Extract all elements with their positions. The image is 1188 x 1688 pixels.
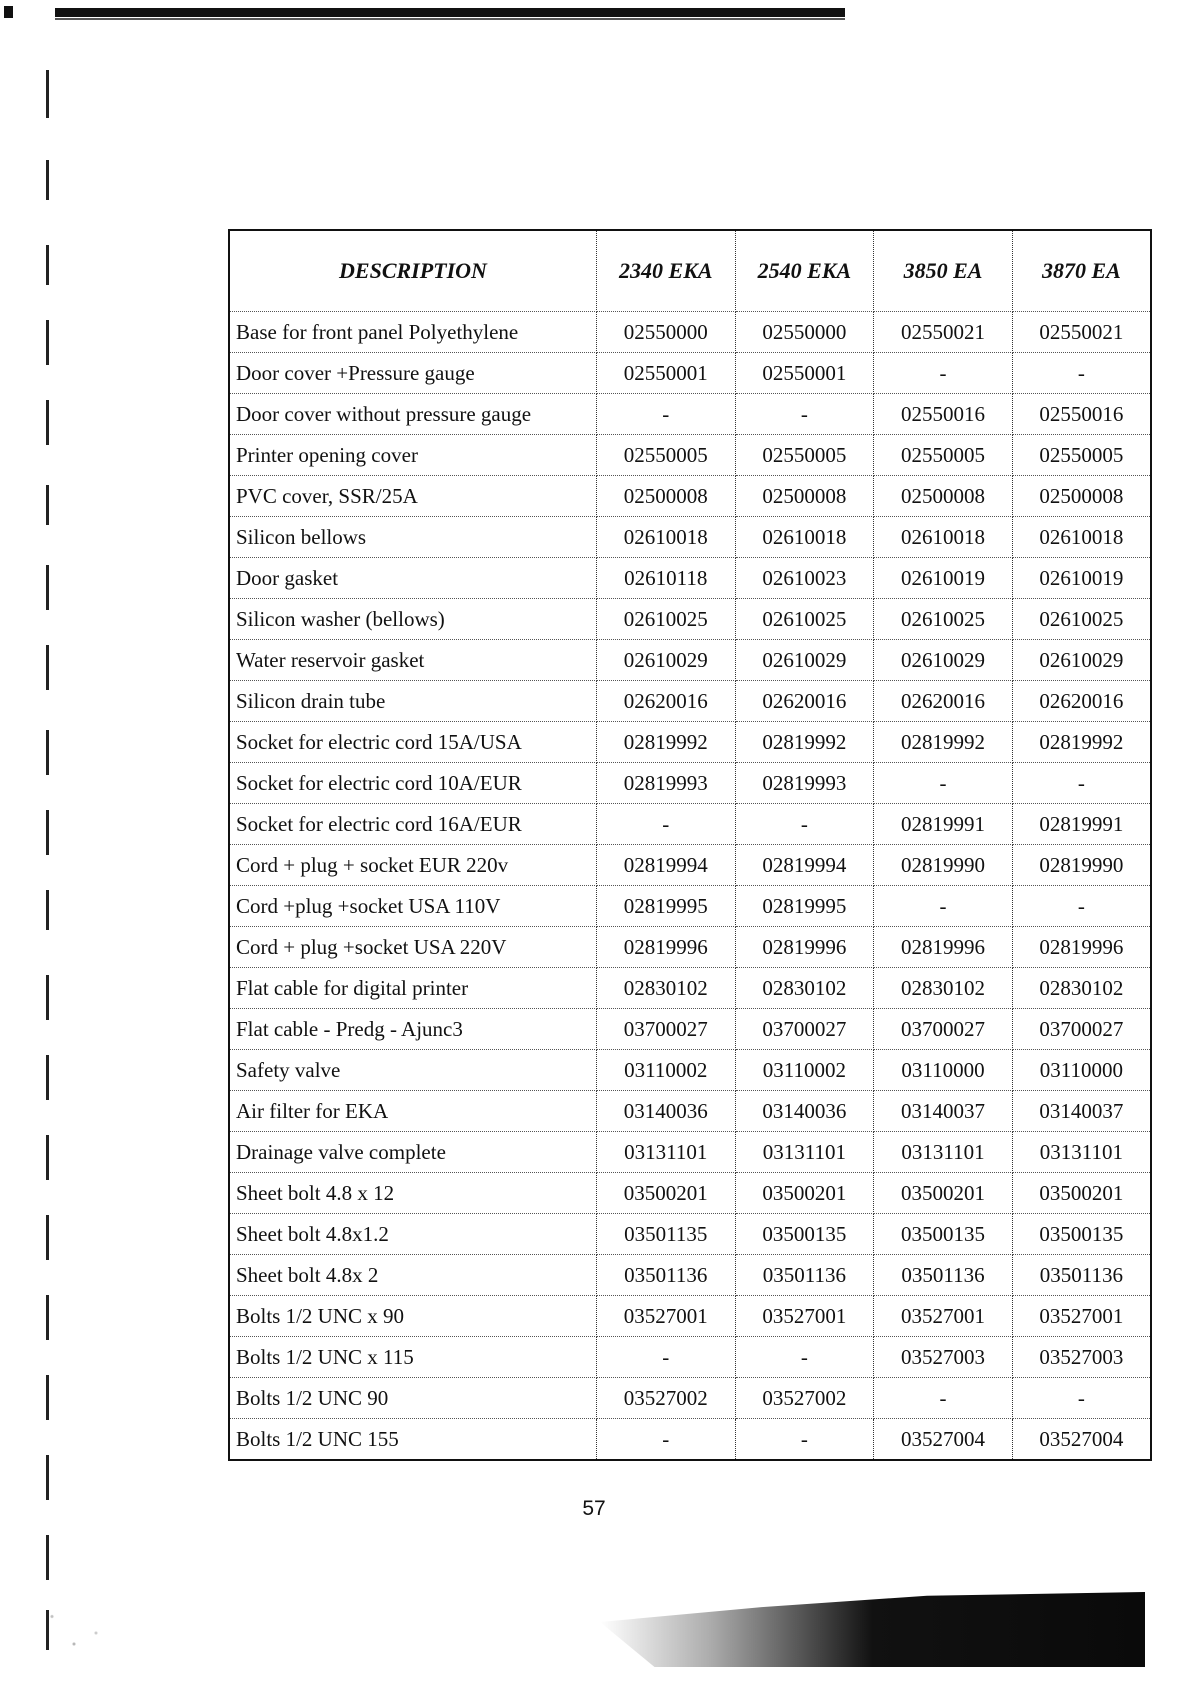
code-3850-ea: - bbox=[874, 763, 1013, 804]
row-description: Base for front panel Polyethylene bbox=[229, 312, 596, 353]
row-description: Bolts 1/2 UNC x 90 bbox=[229, 1296, 596, 1337]
code-2540-eka: 03500135 bbox=[735, 1214, 874, 1255]
code-3870-ea: 02620016 bbox=[1012, 681, 1151, 722]
row-description: Door gasket bbox=[229, 558, 596, 599]
code-2340-eka: 02550001 bbox=[596, 353, 735, 394]
row-description: Socket for electric cord 10A/EUR bbox=[229, 763, 596, 804]
code-2540-eka: 02819995 bbox=[735, 886, 874, 927]
code-3850-ea: - bbox=[874, 1378, 1013, 1419]
row-description: Cord + plug + socket EUR 220v bbox=[229, 845, 596, 886]
code-3850-ea: 03110000 bbox=[874, 1050, 1013, 1091]
code-3870-ea: 02550021 bbox=[1012, 312, 1151, 353]
code-3870-ea: 02819996 bbox=[1012, 927, 1151, 968]
code-2540-eka: 02610018 bbox=[735, 517, 874, 558]
code-2540-eka: 02610023 bbox=[735, 558, 874, 599]
code-2540-eka: 02550005 bbox=[735, 435, 874, 476]
row-description: Flat cable for digital printer bbox=[229, 968, 596, 1009]
code-3850-ea: 02610019 bbox=[874, 558, 1013, 599]
table-header-row bbox=[229, 230, 1151, 312]
row-description: Door cover +Pressure gauge bbox=[229, 353, 596, 394]
code-2540-eka: 03140036 bbox=[735, 1091, 874, 1132]
binding-mark bbox=[46, 70, 49, 118]
row-description: Door cover without pressure gauge bbox=[229, 394, 596, 435]
code-2540-eka: 03527001 bbox=[735, 1296, 874, 1337]
code-2340-eka: - bbox=[596, 804, 735, 845]
binding-mark bbox=[46, 975, 49, 1020]
table-row bbox=[229, 927, 1151, 968]
row-description: Silicon washer (bellows) bbox=[229, 599, 596, 640]
code-3870-ea: 03131101 bbox=[1012, 1132, 1151, 1173]
code-2540-eka: 02819992 bbox=[735, 722, 874, 763]
code-2340-eka: 02819993 bbox=[596, 763, 735, 804]
code-2340-eka: 02819996 bbox=[596, 927, 735, 968]
code-3850-ea: 03500135 bbox=[874, 1214, 1013, 1255]
code-3870-ea: 03140037 bbox=[1012, 1091, 1151, 1132]
scan-bottom-smudge bbox=[600, 1592, 1145, 1667]
code-3870-ea: 02500008 bbox=[1012, 476, 1151, 517]
code-2340-eka: 02620016 bbox=[596, 681, 735, 722]
scan-speckle bbox=[30, 1600, 140, 1655]
code-2540-eka: 03527002 bbox=[735, 1378, 874, 1419]
code-2540-eka: 02819993 bbox=[735, 763, 874, 804]
code-3870-ea: 03527004 bbox=[1012, 1419, 1151, 1461]
code-3850-ea: 02830102 bbox=[874, 968, 1013, 1009]
code-2540-eka: 03500201 bbox=[735, 1173, 874, 1214]
code-3870-ea: 02819990 bbox=[1012, 845, 1151, 886]
row-description: Sheet bolt 4.8x 2 bbox=[229, 1255, 596, 1296]
code-3870-ea: - bbox=[1012, 1378, 1151, 1419]
binding-mark bbox=[46, 1055, 49, 1100]
header-2540-eka: 2540 EKA bbox=[735, 230, 874, 312]
table-row bbox=[229, 476, 1151, 517]
binding-mark bbox=[46, 320, 49, 365]
table-row bbox=[229, 1050, 1151, 1091]
table-row bbox=[229, 1419, 1151, 1461]
row-description: Flat cable - Predg - Ajunc3 bbox=[229, 1009, 596, 1050]
code-3850-ea: 02610029 bbox=[874, 640, 1013, 681]
row-description: Silicon drain tube bbox=[229, 681, 596, 722]
code-2340-eka: 03700027 bbox=[596, 1009, 735, 1050]
code-2540-eka: 02620016 bbox=[735, 681, 874, 722]
code-3850-ea: 02550005 bbox=[874, 435, 1013, 476]
binding-mark bbox=[46, 1135, 49, 1180]
code-3870-ea: 02550005 bbox=[1012, 435, 1151, 476]
binding-mark bbox=[46, 1215, 49, 1260]
code-2340-eka: - bbox=[596, 1419, 735, 1461]
code-3870-ea: 02610025 bbox=[1012, 599, 1151, 640]
code-3850-ea: 02819991 bbox=[874, 804, 1013, 845]
binding-mark bbox=[46, 245, 49, 285]
table-row bbox=[229, 804, 1151, 845]
code-3870-ea: 02819992 bbox=[1012, 722, 1151, 763]
row-description: Safety valve bbox=[229, 1050, 596, 1091]
code-2540-eka: 02830102 bbox=[735, 968, 874, 1009]
code-2340-eka: 02500008 bbox=[596, 476, 735, 517]
code-2540-eka: 02819994 bbox=[735, 845, 874, 886]
binding-mark bbox=[46, 1535, 49, 1580]
code-2340-eka: 03131101 bbox=[596, 1132, 735, 1173]
code-3870-ea: - bbox=[1012, 763, 1151, 804]
table-row bbox=[229, 435, 1151, 476]
code-2340-eka: 03527001 bbox=[596, 1296, 735, 1337]
code-2540-eka: 03700027 bbox=[735, 1009, 874, 1050]
table-row bbox=[229, 845, 1151, 886]
row-description: Bolts 1/2 UNC 155 bbox=[229, 1419, 596, 1461]
row-description: Cord +plug +socket USA 110V bbox=[229, 886, 596, 927]
binding-mark bbox=[46, 645, 49, 690]
code-2340-eka: - bbox=[596, 1337, 735, 1378]
code-2540-eka: - bbox=[735, 1337, 874, 1378]
table-row bbox=[229, 1009, 1151, 1050]
header-3850-ea: 3850 EA bbox=[874, 230, 1013, 312]
code-2540-eka: - bbox=[735, 804, 874, 845]
code-2340-eka: 02610025 bbox=[596, 599, 735, 640]
code-2540-eka: - bbox=[735, 394, 874, 435]
binding-mark bbox=[46, 565, 49, 610]
table-body bbox=[229, 312, 1151, 1461]
row-description: PVC cover, SSR/25A bbox=[229, 476, 596, 517]
code-3870-ea: 02610019 bbox=[1012, 558, 1151, 599]
code-3850-ea: 03527004 bbox=[874, 1419, 1013, 1461]
row-description: Sheet bolt 4.8 x 12 bbox=[229, 1173, 596, 1214]
code-3870-ea: 03500201 bbox=[1012, 1173, 1151, 1214]
row-description: Air filter for EKA bbox=[229, 1091, 596, 1132]
table-row bbox=[229, 763, 1151, 804]
binding-mark bbox=[46, 160, 49, 200]
table-row bbox=[229, 1378, 1151, 1419]
scan-top-rule-thin bbox=[55, 18, 845, 20]
code-3850-ea: 02550021 bbox=[874, 312, 1013, 353]
code-2540-eka: 02550000 bbox=[735, 312, 874, 353]
code-3850-ea: 02819990 bbox=[874, 845, 1013, 886]
table-row bbox=[229, 681, 1151, 722]
table-row bbox=[229, 599, 1151, 640]
code-3850-ea: 03131101 bbox=[874, 1132, 1013, 1173]
row-description: Socket for electric cord 16A/EUR bbox=[229, 804, 596, 845]
row-description: Printer opening cover bbox=[229, 435, 596, 476]
table-row bbox=[229, 640, 1151, 681]
code-2340-eka: 02610029 bbox=[596, 640, 735, 681]
code-3850-ea: 03501136 bbox=[874, 1255, 1013, 1296]
table-row bbox=[229, 886, 1151, 927]
code-2540-eka: 02819996 bbox=[735, 927, 874, 968]
code-3850-ea: - bbox=[874, 886, 1013, 927]
code-3850-ea: 02610025 bbox=[874, 599, 1013, 640]
code-2540-eka: 02610025 bbox=[735, 599, 874, 640]
table-row bbox=[229, 353, 1151, 394]
code-2340-eka: 02819994 bbox=[596, 845, 735, 886]
table-row bbox=[229, 1214, 1151, 1255]
spare-parts-table bbox=[228, 229, 1152, 1461]
binding-mark bbox=[46, 400, 49, 445]
code-2540-eka: 03110002 bbox=[735, 1050, 874, 1091]
code-3850-ea: 02550016 bbox=[874, 394, 1013, 435]
code-3870-ea: 03700027 bbox=[1012, 1009, 1151, 1050]
table-row bbox=[229, 312, 1151, 353]
code-3870-ea: 02610029 bbox=[1012, 640, 1151, 681]
binding-mark bbox=[46, 1455, 49, 1500]
code-3870-ea: - bbox=[1012, 886, 1151, 927]
row-description: Sheet bolt 4.8x1.2 bbox=[229, 1214, 596, 1255]
code-2340-eka: 03140036 bbox=[596, 1091, 735, 1132]
row-description: Bolts 1/2 UNC x 115 bbox=[229, 1337, 596, 1378]
header-description: DESCRIPTION bbox=[229, 230, 596, 312]
binding-mark bbox=[46, 1295, 49, 1340]
table-row bbox=[229, 1173, 1151, 1214]
page-number: 57 bbox=[582, 1497, 606, 1520]
table-row bbox=[229, 1296, 1151, 1337]
code-2340-eka: 02819992 bbox=[596, 722, 735, 763]
code-3870-ea: - bbox=[1012, 353, 1151, 394]
code-2340-eka: 03500201 bbox=[596, 1173, 735, 1214]
code-3850-ea: 03527001 bbox=[874, 1296, 1013, 1337]
code-3870-ea: 03501136 bbox=[1012, 1255, 1151, 1296]
code-3850-ea: 02819996 bbox=[874, 927, 1013, 968]
code-3870-ea: 03527001 bbox=[1012, 1296, 1151, 1337]
code-2340-eka: 02610018 bbox=[596, 517, 735, 558]
code-3870-ea: 03527003 bbox=[1012, 1337, 1151, 1378]
code-2340-eka: 03501135 bbox=[596, 1214, 735, 1255]
code-3870-ea: 02550016 bbox=[1012, 394, 1151, 435]
code-2340-eka: 02830102 bbox=[596, 968, 735, 1009]
binding-mark bbox=[46, 1375, 49, 1420]
row-description: Cord + plug +socket USA 220V bbox=[229, 927, 596, 968]
code-3850-ea: 02500008 bbox=[874, 476, 1013, 517]
code-2540-eka: 03131101 bbox=[735, 1132, 874, 1173]
code-2540-eka: - bbox=[735, 1419, 874, 1461]
code-3850-ea: 03527003 bbox=[874, 1337, 1013, 1378]
code-3850-ea: 02620016 bbox=[874, 681, 1013, 722]
code-3850-ea: - bbox=[874, 353, 1013, 394]
code-2540-eka: 02550001 bbox=[735, 353, 874, 394]
code-3850-ea: 03500201 bbox=[874, 1173, 1013, 1214]
table-row bbox=[229, 517, 1151, 558]
header-2340-eka: 2340 EKA bbox=[596, 230, 735, 312]
code-2540-eka: 02500008 bbox=[735, 476, 874, 517]
scan-corner-mark bbox=[4, 6, 13, 18]
code-3870-ea: 02830102 bbox=[1012, 968, 1151, 1009]
code-3850-ea: 02610018 bbox=[874, 517, 1013, 558]
binding-mark bbox=[46, 730, 49, 775]
table-row bbox=[229, 394, 1151, 435]
binding-mark bbox=[46, 485, 49, 525]
scan-top-rule bbox=[55, 8, 845, 17]
code-3850-ea: 03700027 bbox=[874, 1009, 1013, 1050]
row-description: Socket for electric cord 15A/USA bbox=[229, 722, 596, 763]
row-description: Silicon bellows bbox=[229, 517, 596, 558]
row-description: Drainage valve complete bbox=[229, 1132, 596, 1173]
code-2340-eka: 03110002 bbox=[596, 1050, 735, 1091]
code-3870-ea: 03110000 bbox=[1012, 1050, 1151, 1091]
table-row bbox=[229, 558, 1151, 599]
table-row bbox=[229, 722, 1151, 763]
code-2340-eka: 02819995 bbox=[596, 886, 735, 927]
binding-mark bbox=[46, 810, 49, 855]
code-2340-eka: 02550005 bbox=[596, 435, 735, 476]
code-2340-eka: 02550000 bbox=[596, 312, 735, 353]
code-2340-eka: 03527002 bbox=[596, 1378, 735, 1419]
binding-mark bbox=[46, 890, 49, 930]
table-row bbox=[229, 1132, 1151, 1173]
table-row bbox=[229, 1255, 1151, 1296]
code-3870-ea: 02610018 bbox=[1012, 517, 1151, 558]
table-row bbox=[229, 1337, 1151, 1378]
table-row bbox=[229, 968, 1151, 1009]
row-description: Bolts 1/2 UNC 90 bbox=[229, 1378, 596, 1419]
code-2340-eka: 03501136 bbox=[596, 1255, 735, 1296]
code-2540-eka: 03501136 bbox=[735, 1255, 874, 1296]
code-2340-eka: - bbox=[596, 394, 735, 435]
code-3850-ea: 03140037 bbox=[874, 1091, 1013, 1132]
code-2540-eka: 02610029 bbox=[735, 640, 874, 681]
code-3870-ea: 02819991 bbox=[1012, 804, 1151, 845]
header-3870-ea: 3870 EA bbox=[1012, 230, 1151, 312]
code-3850-ea: 02819992 bbox=[874, 722, 1013, 763]
code-3870-ea: 03500135 bbox=[1012, 1214, 1151, 1255]
row-description: Water reservoir gasket bbox=[229, 640, 596, 681]
code-2340-eka: 02610118 bbox=[596, 558, 735, 599]
table-row bbox=[229, 1091, 1151, 1132]
